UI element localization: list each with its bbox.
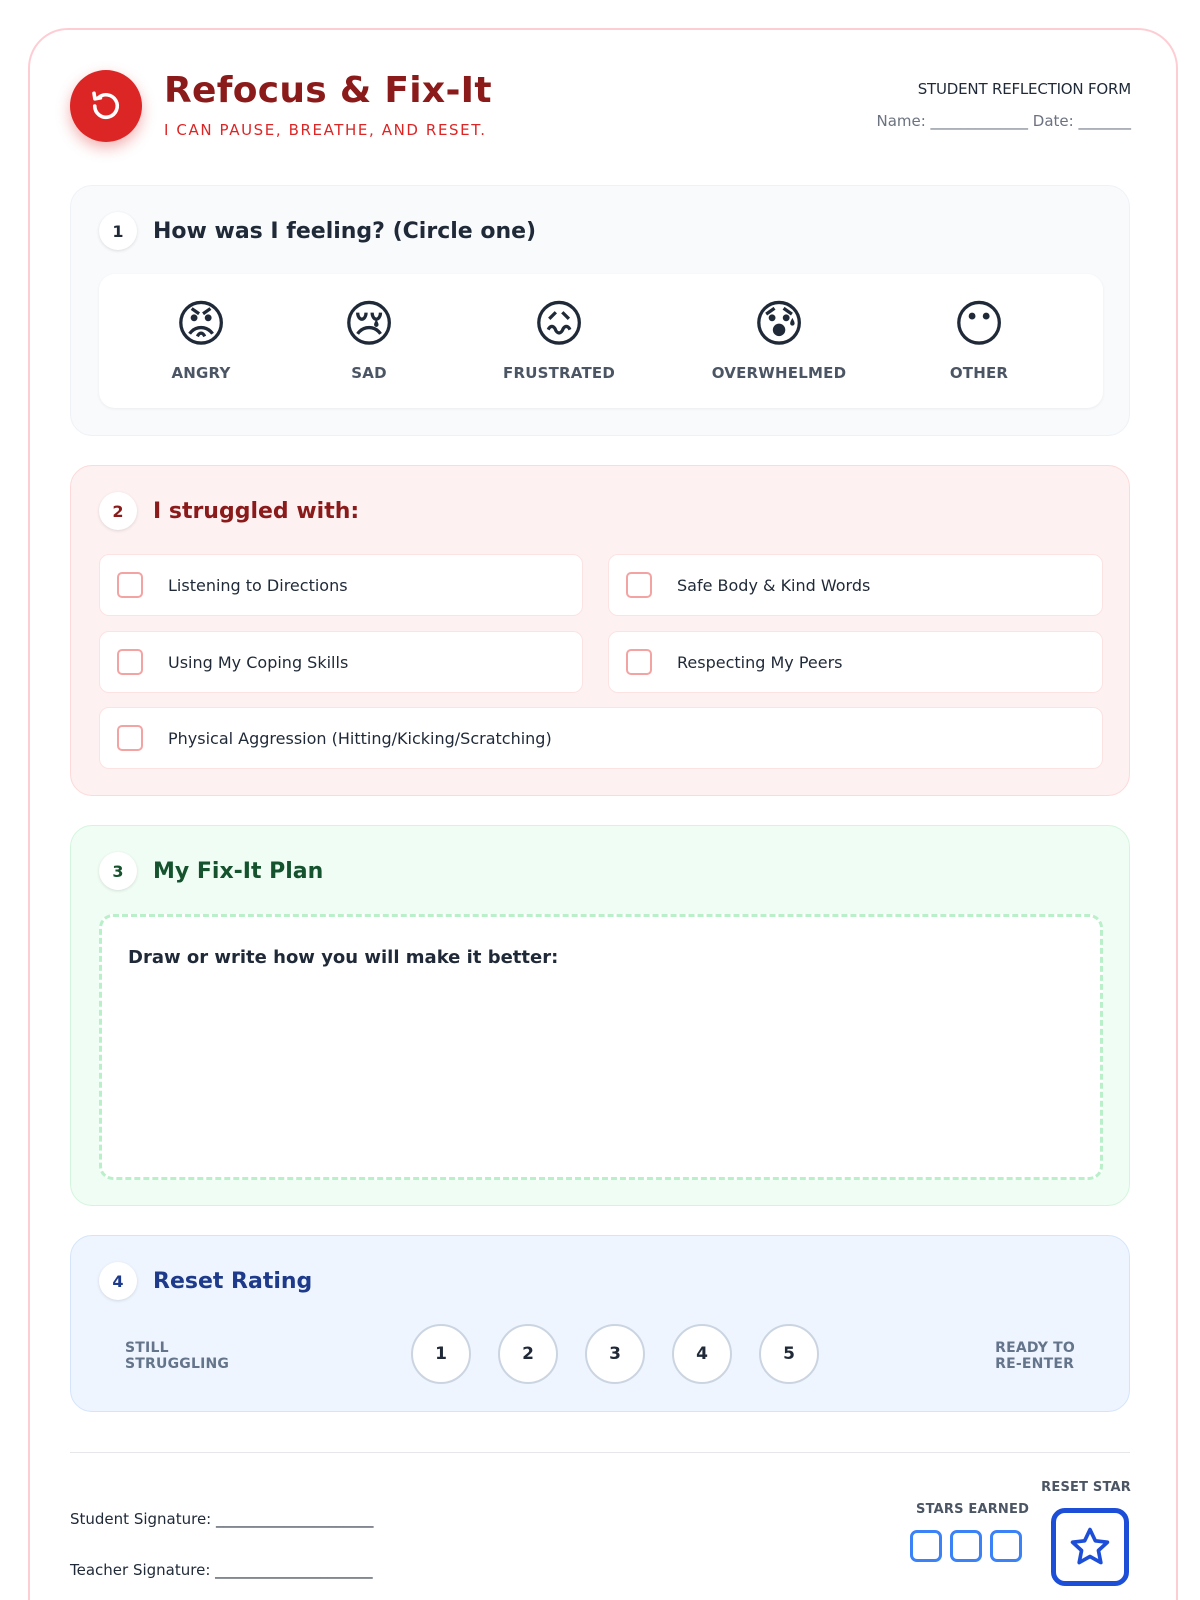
feeling-option-angry[interactable] [121,296,281,382]
checkbox[interactable] [626,649,652,675]
struggle-label: Safe Body & Kind Words [677,575,871,595]
reset-star-box[interactable] [1051,1508,1129,1586]
rating-1-button[interactable]: 1 [411,1324,471,1384]
checkbox[interactable] [117,725,143,751]
page-subtitle: I CAN PAUSE, BREATHE, AND RESET. [164,121,487,139]
fix-it-plan-title: My Fix-It Plan [153,858,324,884]
neutral-face-icon: 😶 [952,295,1006,353]
draw-write-area[interactable] [99,914,1103,1180]
feelings-section [70,185,1130,436]
name-date-field[interactable]: Name: _____________ Date: _______ [876,112,1131,130]
struggle-option-safe-body[interactable] [608,554,1103,616]
struggles-section [70,465,1130,796]
teacher-signature-field[interactable]: Teacher Signature: _____________________ [70,1561,373,1579]
rating-2-button[interactable]: 2 [498,1324,558,1384]
feeling-label: OVERWHELMED [711,364,847,382]
section-number-badge: 3 [99,852,137,890]
sad-face-icon: 😢 [342,295,396,353]
rating-4-button[interactable]: 4 [672,1324,732,1384]
reset-icon [70,70,142,142]
section-number-badge: 4 [99,1262,137,1300]
struggle-label: Listening to Directions [168,575,348,595]
rating-3-button[interactable]: 3 [585,1324,645,1384]
feeling-option-overwhelmed[interactable] [699,296,859,382]
page-title: Refocus & Fix-It [164,70,492,111]
fix-it-plan-section [70,825,1130,1206]
angry-face-icon: 😡 [174,295,228,353]
checkbox[interactable] [626,572,652,598]
feelings-title: How was I feeling? (Circle one) [153,218,537,244]
star-icon [1068,1525,1112,1569]
struggle-option-respecting-peers[interactable] [608,631,1103,693]
section-number-badge: 1 [99,212,137,250]
rating-5-button[interactable]: 5 [759,1324,819,1384]
star-earned-box[interactable] [910,1530,942,1562]
star-earned-box[interactable] [990,1530,1022,1562]
feeling-option-frustrated[interactable] [479,296,639,382]
feeling-label: FRUSTRATED [503,364,615,382]
scale-high-label: READY TO RE-ENTER [995,1340,1075,1372]
reset-rating-section [70,1235,1130,1412]
feeling-option-sad[interactable] [289,296,449,382]
feeling-label: ANGRY [171,364,231,382]
section-number-badge: 2 [99,492,137,530]
feeling-label: SAD [351,364,387,382]
checkbox[interactable] [117,572,143,598]
overwhelmed-face-icon: 😰 [752,295,806,353]
scale-low-label: STILL STRUGGLING [125,1340,230,1372]
frustrated-face-icon: 😖 [532,295,586,353]
student-signature-field[interactable]: Student Signature: _____________________ [70,1510,374,1528]
divider [70,1452,1130,1453]
struggle-label: Respecting My Peers [677,652,843,672]
checkbox[interactable] [117,649,143,675]
feeling-label: OTHER [949,364,1009,382]
stars-earned-label: STARS EARNED [916,1502,1030,1517]
struggle-option-coping-skills[interactable] [99,631,583,693]
struggle-label: Using My Coping Skills [168,652,349,672]
form-label: STUDENT REFLECTION FORM [917,80,1131,98]
draw-prompt: Draw or write how you will make it better: [128,947,559,968]
reset-star-label: RESET STAR [1041,1480,1131,1495]
feeling-option-other[interactable] [899,296,1059,382]
feelings-options [99,274,1103,408]
star-earned-box[interactable] [950,1530,982,1562]
struggle-option-physical-aggression[interactable] [99,707,1103,769]
reset-rating-title: Reset Rating [153,1268,313,1294]
struggles-title: I struggled with: [153,498,360,524]
struggle-option-listening[interactable] [99,554,583,616]
struggle-label: Physical Aggression (Hitting/Kicking/Scratching) [168,728,552,748]
